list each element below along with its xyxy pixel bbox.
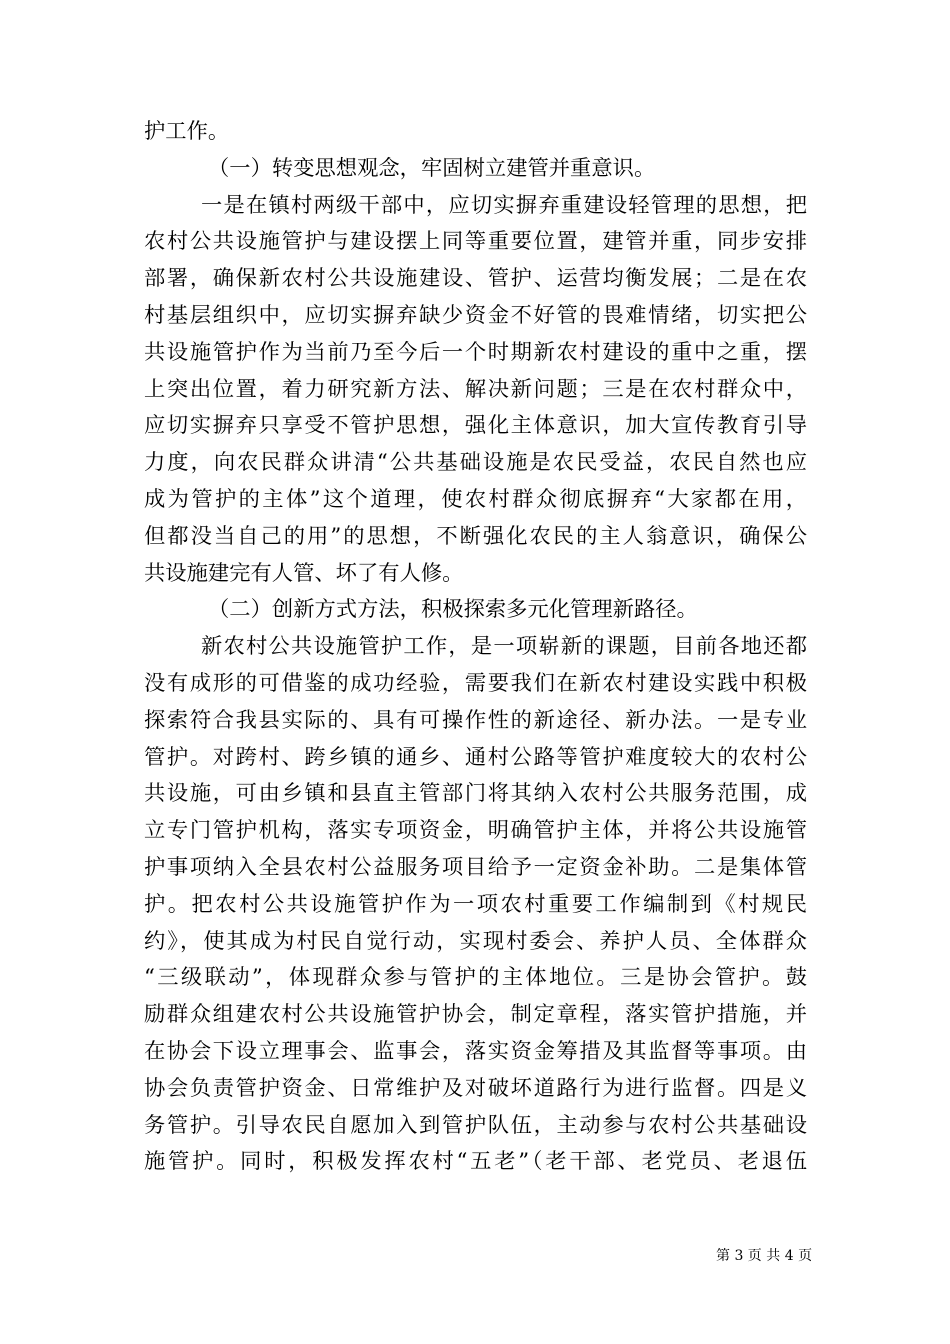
paragraph-line: 在协会下设立理事会、监事会，落实资金筹措及其监督等事项。由 bbox=[144, 1038, 807, 1064]
paragraph-line: 共设施管护作为当前乃至今后一个时期新农村建设的重中之重，摆 bbox=[144, 339, 807, 365]
paragraph-line: 务管护。引导农民自愿加入到管护队伍，主动参与农村公共基础设 bbox=[144, 1112, 807, 1138]
paragraph-line: 管护。对跨村、跨乡镇的通乡、通村公路等管护难度较大的农村公 bbox=[144, 744, 807, 770]
paragraph-line: 护事项纳入全县农村公益服务项目给予一定资金补助。二是集体管 bbox=[144, 854, 807, 880]
paragraph-line: 共设施建完有人管、坏了有人修。 bbox=[144, 560, 464, 586]
paragraph-line: 村基层组织中，应切实摒弃缺少资金不好管的畏难情绪，切实把公 bbox=[144, 302, 807, 328]
paragraph-line: 施管护。同时，积极发挥农村“五老”（老干部、老党员、老退伍 bbox=[144, 1149, 807, 1175]
paragraph-line: 励群众组建农村公共设施管护协会，制定章程，落实管护措施，并 bbox=[144, 1002, 807, 1028]
paragraph-line: 约》，使其成为村民自觉行动，实现村委会、养护人员、全体群众 bbox=[144, 928, 807, 954]
paragraph-line: 共设施，可由乡镇和县直主管部门将其纳入农村公共服务范围，成 bbox=[144, 781, 807, 807]
paragraph-line: 应切实摒弃只享受不管护思想，强化主体意识，加大宣传教育引导 bbox=[144, 413, 807, 439]
paragraph-line: 没有成形的可借鉴的成功经验，需要我们在新农村建设实践中积极 bbox=[144, 670, 807, 696]
section-heading: （二）创新方式方法，积极探索多元化管理新路径。 bbox=[208, 597, 698, 623]
paragraph-line: 上突出位置，着力研究新方法、解决新问题；三是在农村群众中， bbox=[144, 376, 807, 402]
paragraph-line: 探索符合我县实际的、具有可操作性的新途径、新办法。一是专业 bbox=[144, 707, 807, 733]
paragraph-line: 护。把农村公共设施管护作为一项农村重要工作编制到《村规民 bbox=[144, 891, 807, 917]
paragraph-line: “三级联动”，体现群众参与管护的主体地位。三是协会管护。鼓 bbox=[144, 965, 807, 991]
document-body bbox=[144, 114, 807, 1181]
paragraph-line: 成为管护的主体”这个道理，使农村群众彻底摒弃“大家都在用， bbox=[144, 486, 807, 512]
paragraph-line: 护工作。 bbox=[144, 119, 230, 144]
paragraph-line: 但都没当自己的用”的思想，不断强化农民的主人翁意识，确保公 bbox=[144, 523, 807, 549]
paragraph-line: 部署，确保新农村公共设施建设、管护、运营均衡发展；二是在农 bbox=[144, 266, 807, 292]
section-heading: （一）转变思想观念，牢固树立建管并重意识。 bbox=[208, 155, 656, 181]
paragraph-line: 一是在镇村两级干部中，应切实摒弃重建设轻管理的思想，把 bbox=[201, 192, 807, 218]
page-number: 第 3 页 共 4 页 bbox=[716, 1248, 813, 1264]
paragraph-line: 新农村公共设施管护工作，是一项崭新的课题，目前各地还都 bbox=[201, 634, 807, 660]
paragraph-line: 立专门管护机构，落实专项资金，明确管护主体，并将公共设施管 bbox=[144, 818, 807, 844]
paragraph-line: 农村公共设施管护与建设摆上同等重要位置，建管并重，同步安排 bbox=[144, 229, 807, 255]
paragraph-line: 协会负责管护资金、日常维护及对破坏道路行为进行监督。四是义 bbox=[144, 1075, 807, 1101]
paragraph-line: 力度，向农民群众讲清“公共基础设施是农民受益，农民自然也应 bbox=[144, 450, 807, 476]
